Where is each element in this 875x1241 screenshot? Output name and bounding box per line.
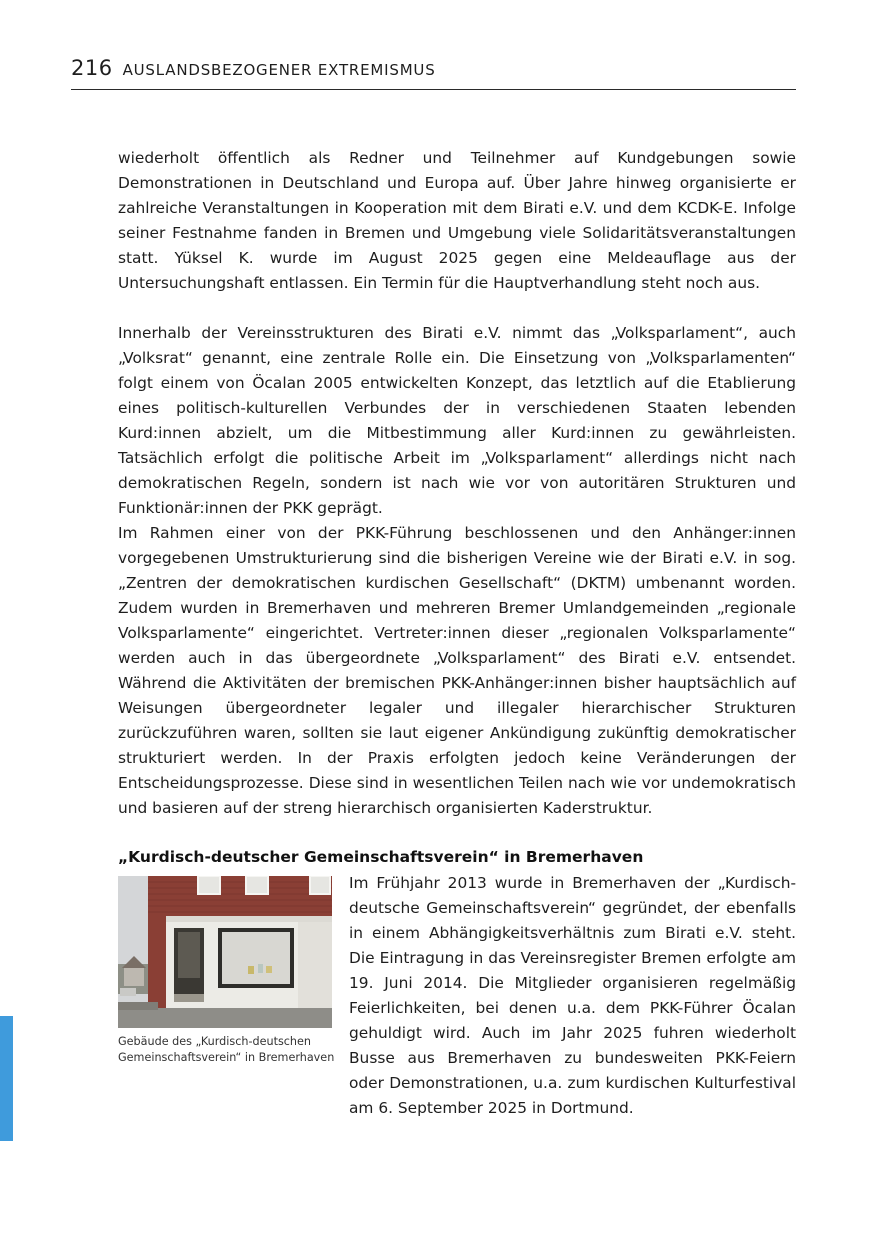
section-heading: „Kurdisch-deutscher Gemeinschaftsverein“ in Bremerhaven <box>118 848 644 866</box>
photo-caption: Gebäude des „Kurdisch-deutschen Gemeinschaftsverein“ in Bremerhaven <box>118 1035 335 1064</box>
paragraph-3: Im Rahmen einer von der PKK-Führung beschlossenen und den Anhänger:innen vorgegebenen Umstrukturierung sind die bisherigen Vereine wie der Birati e.V. in sog. „Zentren der demokratischen kurdischen Gesellschaft“ (DKTM) umbenannt worden. Zudem wurden in Bremerhaven und mehreren Bremer Umlandgemeinden „regionale Volksparlamente“ eingerichtet. Vertreter:innen dieser „regionalen Volksparlamente“ werden auch in das übergeordnete „Volksparlament“ des Birati e.V. entsendet. Während die Aktivitäten der bremischen PKK-Anhänger:innen bisher hauptsächlich auf Weisungen übergeordneter legaler und illegaler hierarchischer Strukturen zurückzuführen waren, sollten sie laut eigener Ankündigung zukünftig demokratischer strukturiert werden. In der Praxis erfolgten jedoch keine Veränderungen der Entscheidungsprozesse. Diese sind in wesentlichen Teilen nach wie vor undemokratisch und basieren auf der streng hierarchisch organisierten Kaderstruktur. <box>118 524 796 817</box>
building-photo <box>118 876 332 1028</box>
page-number: 216 <box>71 56 113 80</box>
section-text: Im Frühjahr 2013 wurde in Bremerhaven der „Kurdisch-deutsche Gemeinschaftsverein“ gegründet, der ebenfalls in einem Abhängigkeitsverhältnis zum Birati e.V. steht. Die Eintragung in das Vereinsregister Bremen erfolgte am 19. Juni 2014. Die Mitglieder organisieren regelmäßig Feierlichkeiten, bei denen u.a. dem PKK-Führer Öcalan gehuldigt wird. Auch im Jahr 2025 fuhren wiederholt Busse aus Bremerhaven zu bundesweiten PKK-Feiern oder Demonstrationen, u.a. zum kurdischen Kulturfestival am 6. September 2025 in Dortmund. <box>349 874 796 1117</box>
paragraph-1: wiederholt öffentlich als Redner und Teilnehmer auf Kundgebungen sowie Demonstrationen in Deutschland und Europa auf. Über Jahre hinweg organisierte er zahlreiche Veranstaltungen in Kooperation mit dem Birati e.V. und dem KCDK-E. Infolge seiner Festnahme fanden in Bremen und Umgebung viele Solidaritätsveranstaltungen statt. Yüksel K. wurde im August 2025 gegen eine Meldeauflage aus der Untersuchungshaft entlassen. Ein Termin für die Hauptverhandlung steht noch aus. <box>118 149 796 292</box>
running-header <box>71 56 796 90</box>
edge-tab-marker <box>0 1016 13 1141</box>
running-title: AUSLANDSBEZOGENER EXTREMISMUS <box>122 61 436 79</box>
paragraph-2: Innerhalb der Vereinsstrukturen des Birati e.V. nimmt das „Volksparlament“, auch „Volksrat“ genannt, eine zentrale Rolle ein. Die Einsetzung von „Volksparlamenten“ folgt einem von Öcalan 2005 entwickelten Konzept, das letztlich auf die Etablierung eines politisch-kulturellen Verbundes der in verschiedenen Staaten lebenden Kurd:innen abzielt, um die Mitbestimmung aller Kurd:innen zu gewährleisten. Tatsächlich erfolgt die politische Arbeit im „Volksparlament“ allerdings nicht nach demokratischen Regeln, sondern ist nach wie vor von autoritären Strukturen und Funktionär:innen der PKK geprägt. <box>118 324 796 517</box>
